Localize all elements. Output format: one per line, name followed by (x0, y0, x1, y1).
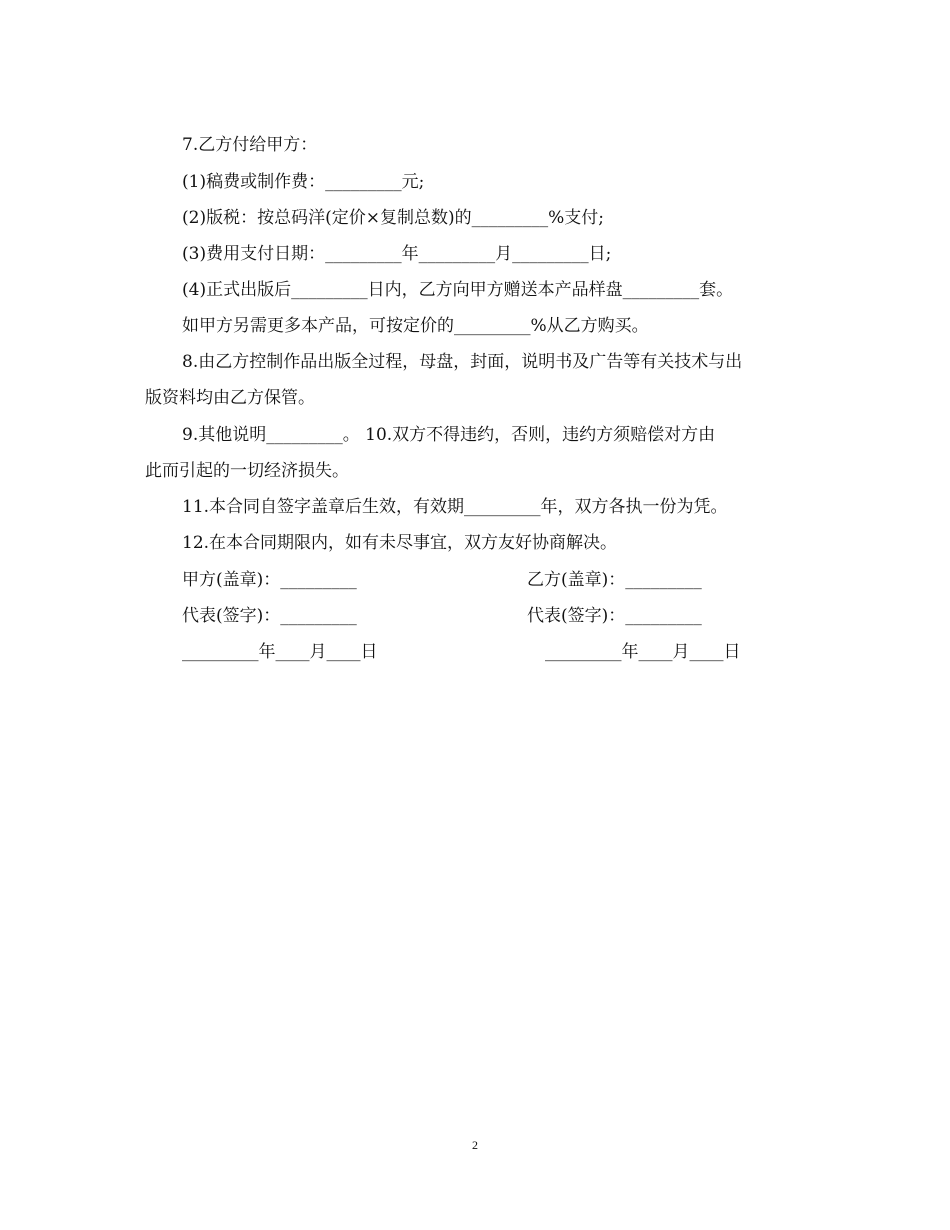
clause-10-cont: 此而引起的一切经济损失。 (145, 461, 349, 481)
party-a-seal: 甲方(盖章)：_________ (182, 570, 357, 590)
clause-12: 12.在本合同期限内，如有未尽事宜，双方友好协商解决。 (182, 533, 618, 553)
clause-7-4: (4)正式出版后_________日内，乙方向甲方赠送本产品样盘_________套。 (182, 280, 734, 300)
party-a-date: _________年____月____日 (182, 642, 378, 662)
clause-7-3: (3)费用支付日期：_________年_________月_________日; (182, 244, 612, 264)
clause-8-cont: 版资料均由乙方保管。 (145, 388, 315, 408)
clause-7-1: (1)稿费或制作费：_________元; (182, 172, 425, 192)
party-b-seal: 乙方(盖章)：_________ (527, 570, 702, 590)
clause-9-10: 9.其他说明_________。 10.双方不得违约，否则，违约方须赔偿对方由 (182, 425, 716, 445)
clause-7-2: (2)版税：按总码洋(定价×复制总数)的_________%支付; (182, 208, 604, 228)
clause-7: 7.乙方付给甲方： (182, 135, 318, 155)
clause-8: 8.由乙方控制作品出版全过程，母盘，封面，说明书及广告等有关技术与出 (182, 352, 743, 372)
party-b-date: _________年____月____日 (545, 642, 741, 662)
clause-7-4-cont: 如甲方另需更多本产品，可按定价的_________%从乙方购买。 (182, 316, 649, 336)
page-number: 2 (472, 1138, 478, 1152)
party-a-rep: 代表(签字)：_________ (182, 606, 357, 626)
clause-11: 11.本合同自签字盖章后生效，有效期_________年，双方各执一份为凭。 (182, 497, 728, 517)
party-b-rep: 代表(签字)：_________ (527, 606, 702, 626)
